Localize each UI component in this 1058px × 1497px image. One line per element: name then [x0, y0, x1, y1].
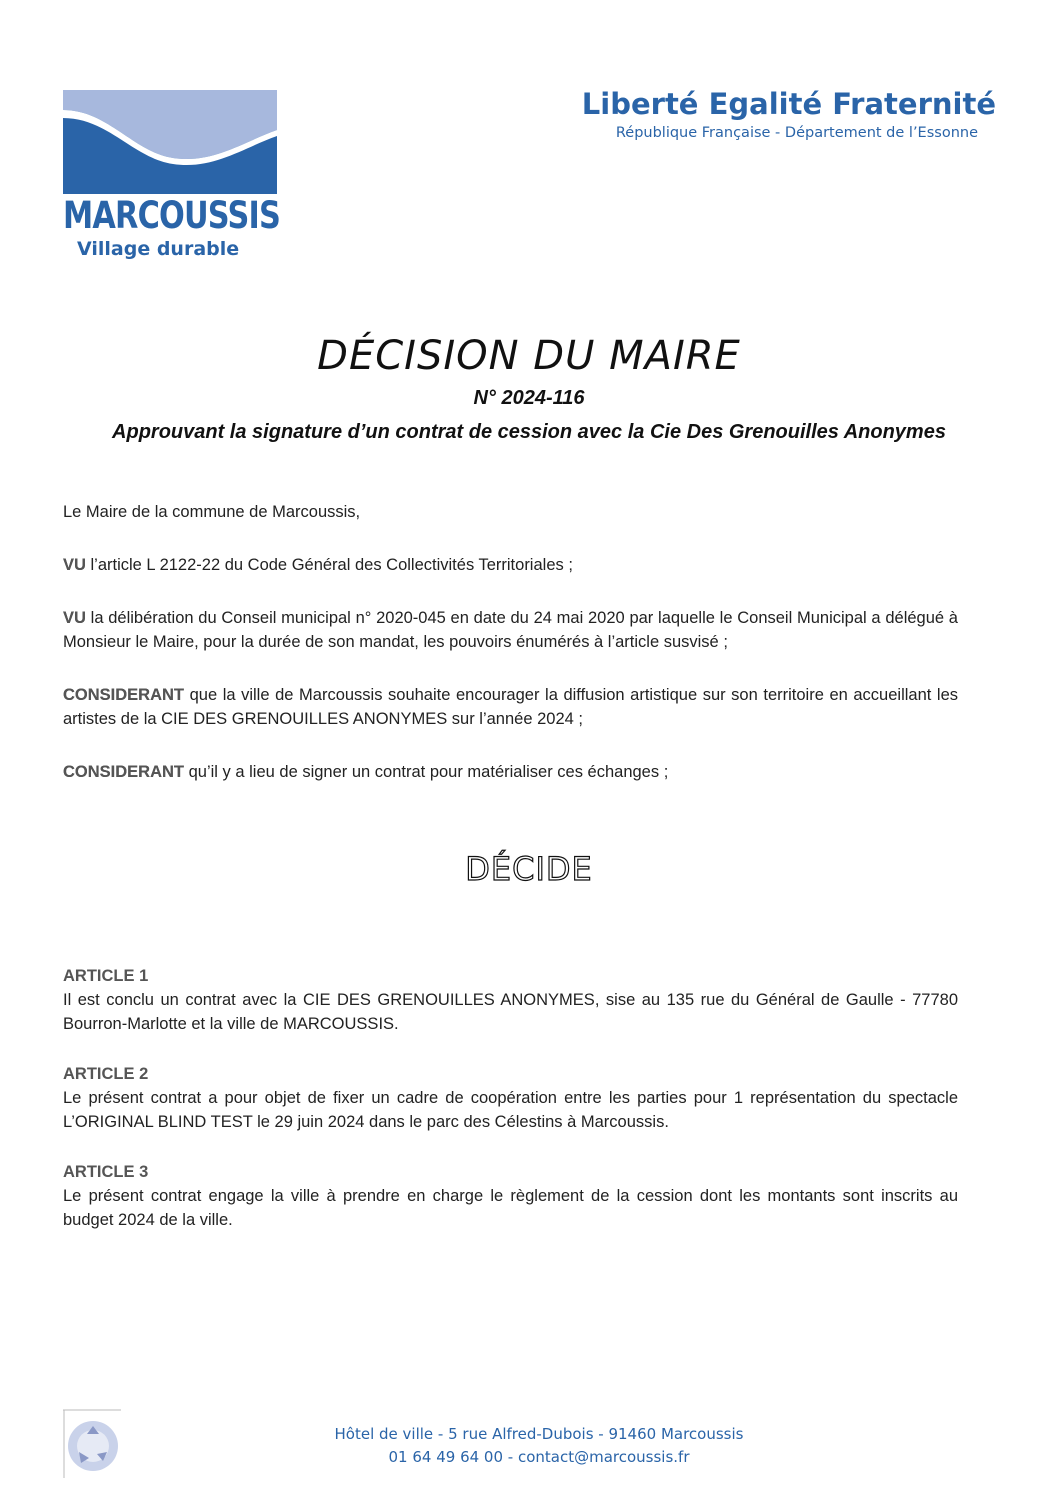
recital-text: qu’il y a lieu de signer un contrat pour matérialiser ces échanges ;	[184, 763, 669, 781]
decision-subtitle: Approuvant la signature d’un contrat de cession avec la Cie Des Grenouilles Anonymes	[112, 421, 946, 443]
recital-paragraph	[63, 683, 958, 731]
article-block	[63, 964, 958, 1036]
document-title: DÉCISION DU MAIRE	[317, 333, 741, 379]
document-body	[63, 500, 958, 813]
recital-text: l’article L 2122-22 du Code Général des Collectivités Territoriales ;	[85, 556, 573, 574]
article-text: Le présent contrat a pour objet de fixer un cadre de coopération entre les parties pour 1 représentation du spectacle L’ORIGINAL BLIND TEST le 29 juin 2024 dans le parc des Célestins à Marcoussis.	[63, 1089, 958, 1131]
marcoussis-wave-logo-icon	[63, 90, 277, 194]
authority-text: République Française - Département de l’Essonne	[615, 125, 978, 141]
intro-paragraph: Le Maire de la commune de Marcoussis,	[63, 503, 361, 521]
article-heading: ARTICLE 2	[63, 1065, 149, 1083]
footer-address: Hôtel de ville - 5 rue Alfred-Dubois - 91460 Marcoussis	[334, 1425, 744, 1443]
marcoussis-logo	[63, 90, 281, 265]
article-block	[63, 1062, 958, 1134]
article-block	[63, 1160, 958, 1232]
article-heading: ARTICLE 1	[63, 967, 149, 985]
recital-text: que la ville de Marcoussis souhaite encourager la diffusion artistique sur son territoire en accueillant les artistes de la CIE DES GRENOUILLES ANONYMES sur l’année 2024 ;	[63, 686, 958, 728]
republic-motto	[582, 87, 996, 141]
recital-paragraph	[63, 553, 958, 577]
recital-keyword: CONSIDERANT	[63, 763, 185, 781]
recital-keyword: VU	[63, 556, 86, 574]
decision-number: N° 2024-116	[473, 387, 585, 409]
recital-keyword: VU	[63, 609, 86, 627]
article-text: Il est conclu un contrat avec la CIE DES GRENOUILLES ANONYMES, sise au 135 rue du Général de Gaulle - 77780 Bourron-Marlotte et la ville de MARCOUSSIS.	[63, 991, 958, 1033]
recital-text: la délibération du Conseil municipal n° 2020-045 en date du 24 mai 2020 par laquelle le Conseil Municipal a délégué à Monsieur le Maire, pour la durée de son mandat, les pouvoirs énumérés à l’article susvisé ;	[63, 609, 958, 651]
footer-contact: 01 64 49 64 00 - contact@marcoussis.fr	[388, 1448, 690, 1466]
recital-keyword: CONSIDERANT	[63, 686, 185, 704]
article-heading: ARTICLE 3	[63, 1163, 149, 1181]
decide-heading: DÉCIDE	[465, 850, 593, 888]
footer	[0, 1423, 1058, 1469]
articles-section	[63, 964, 958, 1258]
recital-paragraph	[63, 760, 958, 784]
motto-text: Liberté Egalité Fraternité	[581, 87, 996, 121]
logo-tagline: Village durable	[77, 238, 240, 260]
logo-name: MARCOUSSIS	[63, 194, 281, 237]
article-text: Le présent contrat engage la ville à prendre en charge le règlement de la cession dont les montants sont inscrits au budget 2024 de la ville.	[63, 1187, 958, 1229]
recital-paragraph	[63, 606, 958, 654]
